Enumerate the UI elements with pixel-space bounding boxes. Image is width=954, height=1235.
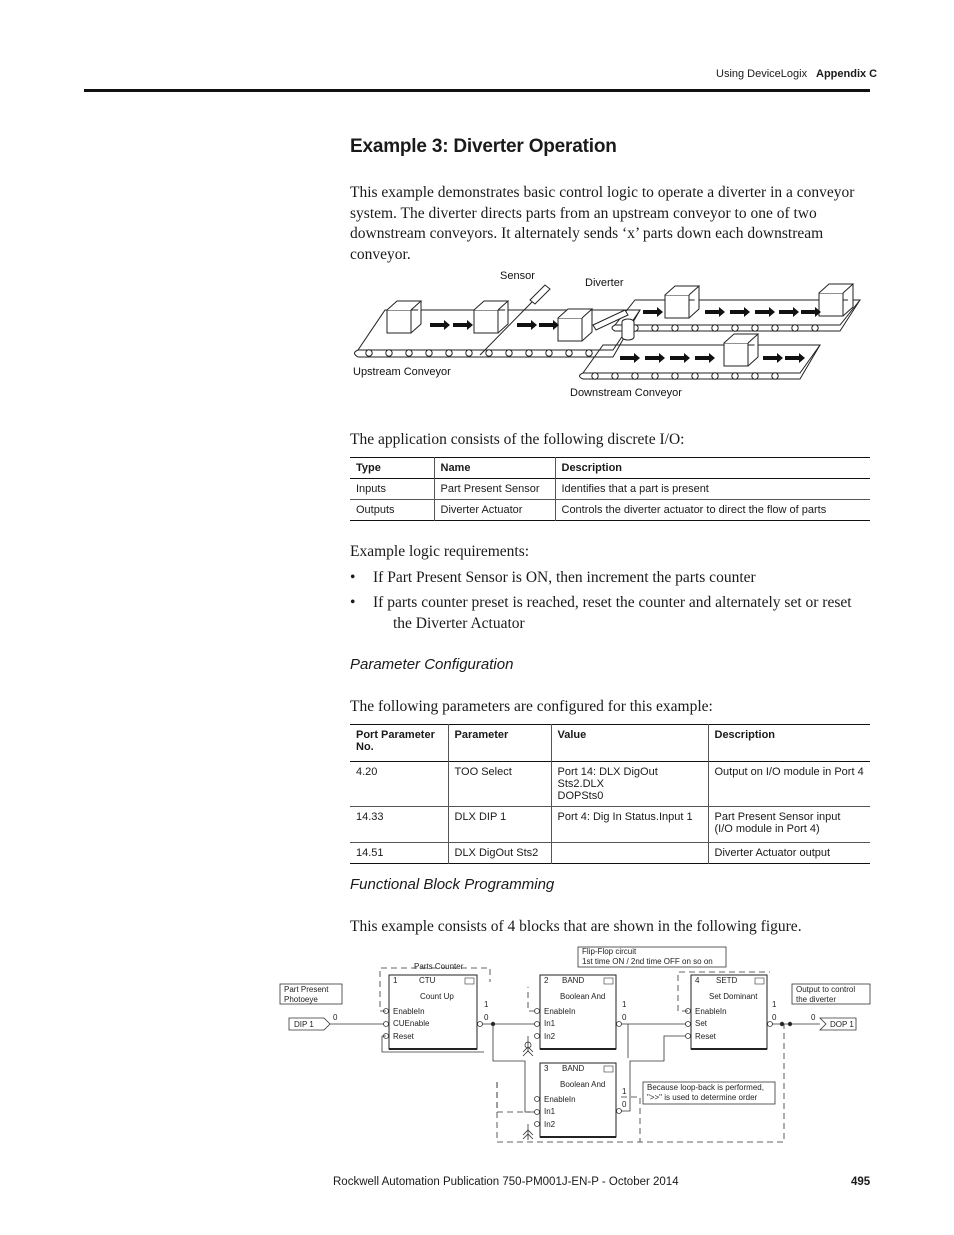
block-type: SETD: [716, 976, 738, 985]
param-cell: TOO Select: [448, 762, 551, 807]
block-input: EnableIn: [544, 1095, 576, 1104]
table-row: [350, 479, 870, 500]
io-cell: Controls the diverter actuator to direct the flow of parts: [555, 500, 870, 521]
dip-label: DIP 1: [294, 1020, 314, 1029]
block-input: In1: [544, 1107, 556, 1116]
block-out-one: 1: [772, 1000, 777, 1009]
param-cell: 14.51: [356, 847, 384, 859]
upstream-label: Upstream Conveyor: [353, 366, 451, 378]
block-number: 1: [393, 976, 398, 985]
requirements: [350, 542, 870, 634]
sensor-label: Sensor: [500, 270, 535, 282]
table-row: [350, 807, 870, 843]
block-type: BAND: [562, 1064, 585, 1073]
loopback-note-line2: ">>" is used to determine order: [647, 1093, 758, 1102]
requirement-text: If parts counter preset is reached, reset the counter and alternately set or reset: [373, 594, 852, 611]
block-input: EnableIn: [544, 1007, 576, 1016]
list-item: [350, 568, 870, 589]
io-cell: Diverter Actuator: [434, 500, 555, 521]
block-name: Set Dominant: [709, 992, 758, 1001]
header-appendix: Appendix C: [816, 68, 878, 80]
block-number: 3: [544, 1064, 549, 1073]
param-col-value: Value: [551, 725, 708, 762]
bullet-glyph: •: [350, 568, 356, 586]
diverter-label: Diverter: [585, 277, 624, 289]
block-type: BAND: [562, 976, 585, 985]
cell-line: Port 14: DLX DigOut Sts2.DLX: [557, 766, 658, 790]
io-cell: Part Present Sensor: [434, 479, 555, 500]
param-col-number: Port Parameter No.: [356, 729, 435, 753]
cell-line: Diverter Actuator output: [714, 847, 831, 859]
block-out-zero: 0: [622, 1013, 627, 1022]
block-out-one: 1: [484, 1000, 489, 1009]
intro-paragraph: This example demonstrates basic control logic to operate a diverter in a conveyor system. The diverter directs parts from an upstream conveyor to one of two downstream conveyors. It alternately sends ‘x’ parts down each downstream conveyor.: [350, 184, 855, 263]
param-cell: 14.33: [356, 811, 384, 823]
requirement-text: If Part Present Sensor is ON, then increment the parts counter: [373, 568, 756, 586]
block-setd: [686, 975, 778, 1049]
io-col-type: Type: [356, 462, 381, 474]
block-type: CTU: [419, 976, 436, 985]
dip-value: 0: [333, 1013, 338, 1022]
block-input: In2: [544, 1032, 556, 1041]
cell-line: DOPSts0: [557, 790, 604, 802]
param-cell: [551, 843, 708, 864]
param-col-description: Description: [708, 725, 870, 762]
io-cell: Outputs: [356, 504, 395, 516]
param-intro: The following parameters are configured for this example:: [350, 698, 713, 715]
cell-line: Output on I/O module in Port 4: [714, 766, 864, 778]
block-input: In1: [544, 1019, 556, 1028]
table-row: [350, 762, 870, 807]
block-name: Boolean And: [560, 1080, 606, 1089]
io-cell: Identifies that a part is present: [555, 479, 870, 500]
requirements-intro: Example logic requirements:: [350, 543, 530, 560]
param-col-parameter: Parameter: [448, 725, 551, 762]
param-cell: [708, 762, 870, 807]
list-item: [350, 593, 870, 634]
block-band-3: [535, 1063, 628, 1137]
requirement-text-cont: the Diverter Actuator: [393, 614, 525, 632]
io-intro: The application consists of the following discrete I/O:: [350, 431, 685, 448]
block-out-zero: 0: [622, 1100, 627, 1109]
param-table-header: [350, 725, 870, 762]
block-input: Reset: [393, 1032, 414, 1041]
block-out-zero: 0: [484, 1013, 489, 1022]
block-band-2: [535, 975, 628, 1049]
param-table: [350, 724, 870, 864]
block-input: EnableIn: [695, 1007, 727, 1016]
param-heading: Parameter Configuration: [350, 656, 514, 673]
footer-publication: Rockwell Automation Publication 750-PM001J-EN-P - October 2014: [333, 1176, 679, 1188]
fbp-heading: Functional Block Programming: [350, 876, 555, 893]
block-out-one: 1: [622, 1087, 627, 1096]
io-cell: Inputs: [356, 483, 386, 495]
block-out-one: 1: [622, 1000, 627, 1009]
loopback-note-line1: Because loop-back is performed,: [647, 1083, 764, 1092]
block-input: Reset: [695, 1032, 716, 1041]
block-out-zero: 0: [772, 1013, 777, 1022]
page-title: Example 3: Diverter Operation: [350, 136, 617, 157]
fbp-intro: This example consists of 4 blocks that are shown in the following figure.: [350, 918, 802, 935]
block-name: Count Up: [420, 992, 454, 1001]
cell-line: (I/O module in Port 4): [714, 823, 820, 835]
block-ctu: [384, 975, 490, 1049]
conveyor-figure: [345, 265, 875, 405]
param-cell: [708, 843, 870, 864]
cell-line: Port 4: Dig In Status.Input 1: [557, 811, 693, 823]
block-input: CUEnable: [393, 1019, 430, 1028]
output-note-line2: the diverter: [796, 995, 837, 1004]
bullet-glyph: •: [350, 594, 356, 611]
io-table: [350, 457, 870, 521]
param-cell: [708, 807, 870, 843]
dop-label: DOP 1: [830, 1020, 854, 1029]
flipflop-note-line2: 1st time ON / 2nd time OFF on so on: [582, 957, 713, 966]
block-input: In2: [544, 1120, 556, 1129]
parts-counter-label: Parts Counter: [414, 962, 464, 971]
table-row: [350, 500, 870, 521]
block-input: Set: [695, 1019, 708, 1028]
io-col-description: Description: [555, 458, 870, 479]
block-name: Boolean And: [560, 992, 606, 1001]
io-table-header: [350, 458, 870, 479]
header-section: Using DeviceLogix: [716, 68, 808, 80]
param-cell: [551, 762, 708, 807]
io-col-name: Name: [434, 458, 555, 479]
param-cell: DLX DigOut Sts2: [448, 843, 551, 864]
dop-value: 0: [811, 1013, 816, 1022]
output-note-line1: Output to control: [796, 985, 856, 994]
header-rule: [84, 89, 870, 92]
page-number: 495: [851, 1176, 871, 1188]
block-input: EnableIn: [393, 1007, 425, 1016]
diverter: [593, 310, 634, 340]
downstream-label: Downstream Conveyor: [570, 387, 682, 399]
cell-line: Part Present Sensor input: [714, 811, 841, 823]
part-present-line1: Part Present: [284, 985, 329, 994]
part-present-line2: Photoeye: [284, 995, 318, 1004]
function-block-diagram: [270, 942, 875, 1157]
param-cell: 4.20: [356, 766, 378, 778]
ground-symbol: [523, 1036, 533, 1140]
table-row: [350, 843, 870, 864]
downstream-conveyor-lower: [580, 345, 821, 379]
param-cell: [551, 807, 708, 843]
block-number: 2: [544, 976, 549, 985]
upstream-rollers: [366, 350, 592, 356]
flipflop-note-line1: Flip-Flop circuit: [582, 947, 637, 956]
block-number: 4: [695, 976, 700, 985]
param-cell: DLX DIP 1: [448, 807, 551, 843]
